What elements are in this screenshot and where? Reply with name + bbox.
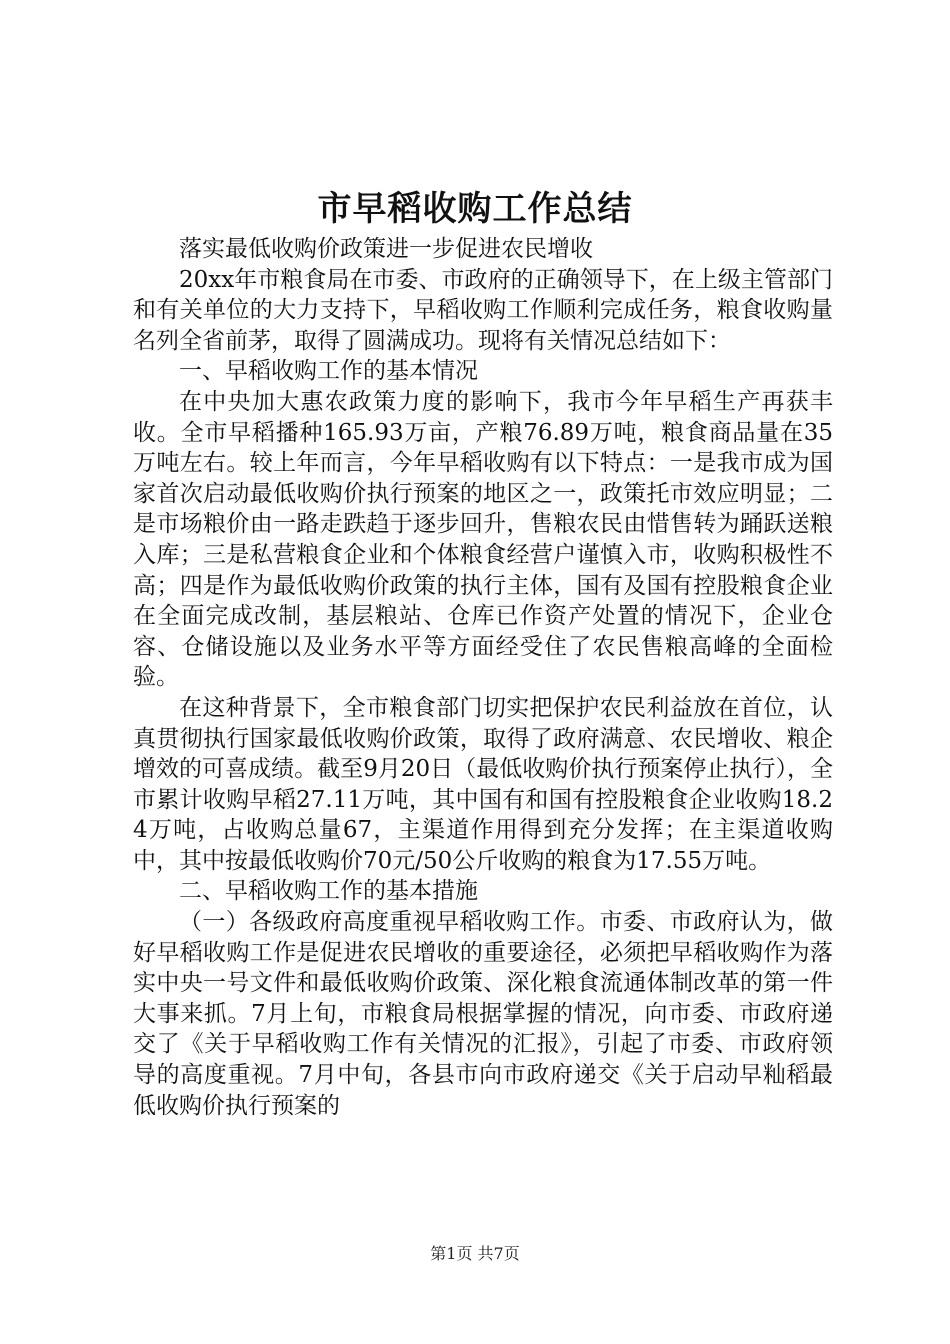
subtitle-paragraph: 落实最低收购价政策进一步促进农民增收 [179, 236, 593, 262]
section-heading-2: 二、早稻收购工作的基本措施 [179, 878, 478, 905]
basic-situation-paragraph: 在中央加大惠农政策力度的影响下，我市今年早稻生产再获丰收。全市早稻播种165.93万亩，产粮76.89万吨，粮食商品量在35万吨左右。较上年而言，今年早稻收购有以下特点：一是我市成为国家首次启动最低收购价执行预案的地区之一，政策托市效应明显；二是市场粮价由一路走跌趋于逐步回升，售粮农民由惜售转为踊跃送粮入库；三是私营粮食企业和个体粮食经营户谨慎入市，收购积极性不高；四是作为最低收购价政策的执行主体，国有及国有控股粮食企业在全面完成改制，基层粮站、仓库已作资产处置的情况下，企业仓容、仓储设施以及业务水平等方面经受住了农民售粮高峰的全面检验。 [133, 388, 833, 691]
section-heading-1: 一、早稻收购工作的基本情况 [179, 358, 478, 385]
measures-paragraph-1: （一）各级政府高度重视早稻收购工作。市委、市政府认为，做好早稻收购工作是促进农民增收的重要途径，必须把早稻收购作为落实中央一号文件和最低收购价政策、深化粮食流通体制改革的第一件大事来抓。7月上旬，市粮食局根据掌握的情况，向市委、市政府递交了《关于早稻收购工作有关情况的汇报》，引起了市委、市政府领导的高度重视。7月中旬，各县市向市政府递交《关于启动早籼稻最低收购价执行预案的 [133, 909, 833, 1119]
page-footer: 第1页 共7页 [430, 1244, 520, 1263]
document-title: 市早稻收购工作总结 [317, 189, 633, 229]
document-body [133, 234, 833, 1121]
results-paragraph: 在这种背景下，全市粮食部门切实把保护农民利益放在首位，认真贯彻执行国家最低收购价政策，取得了政府满意、农民增收、粮企增效的可喜成绩。截至9月20日（最低收购价执行预案停止执行），全市累计收购早稻27.11万吨，其中国有和国有控股粮食企业收购18.24万吨，占收购总量67，主渠道作用得到充分发挥；在主渠道收购中，其中按最低收购价70元/50公斤收购的粮食为17.55万吨。 [133, 694, 833, 874]
intro-paragraph: 20xx年市粮食局在市委、市政府的正确领导下，在上级主管部门和有关单位的大力支持下，早稻收购工作顺利完成任务，粮食收购量名列全省前茅，取得了圆满成功。现将有关情况总结如下： [133, 266, 833, 354]
